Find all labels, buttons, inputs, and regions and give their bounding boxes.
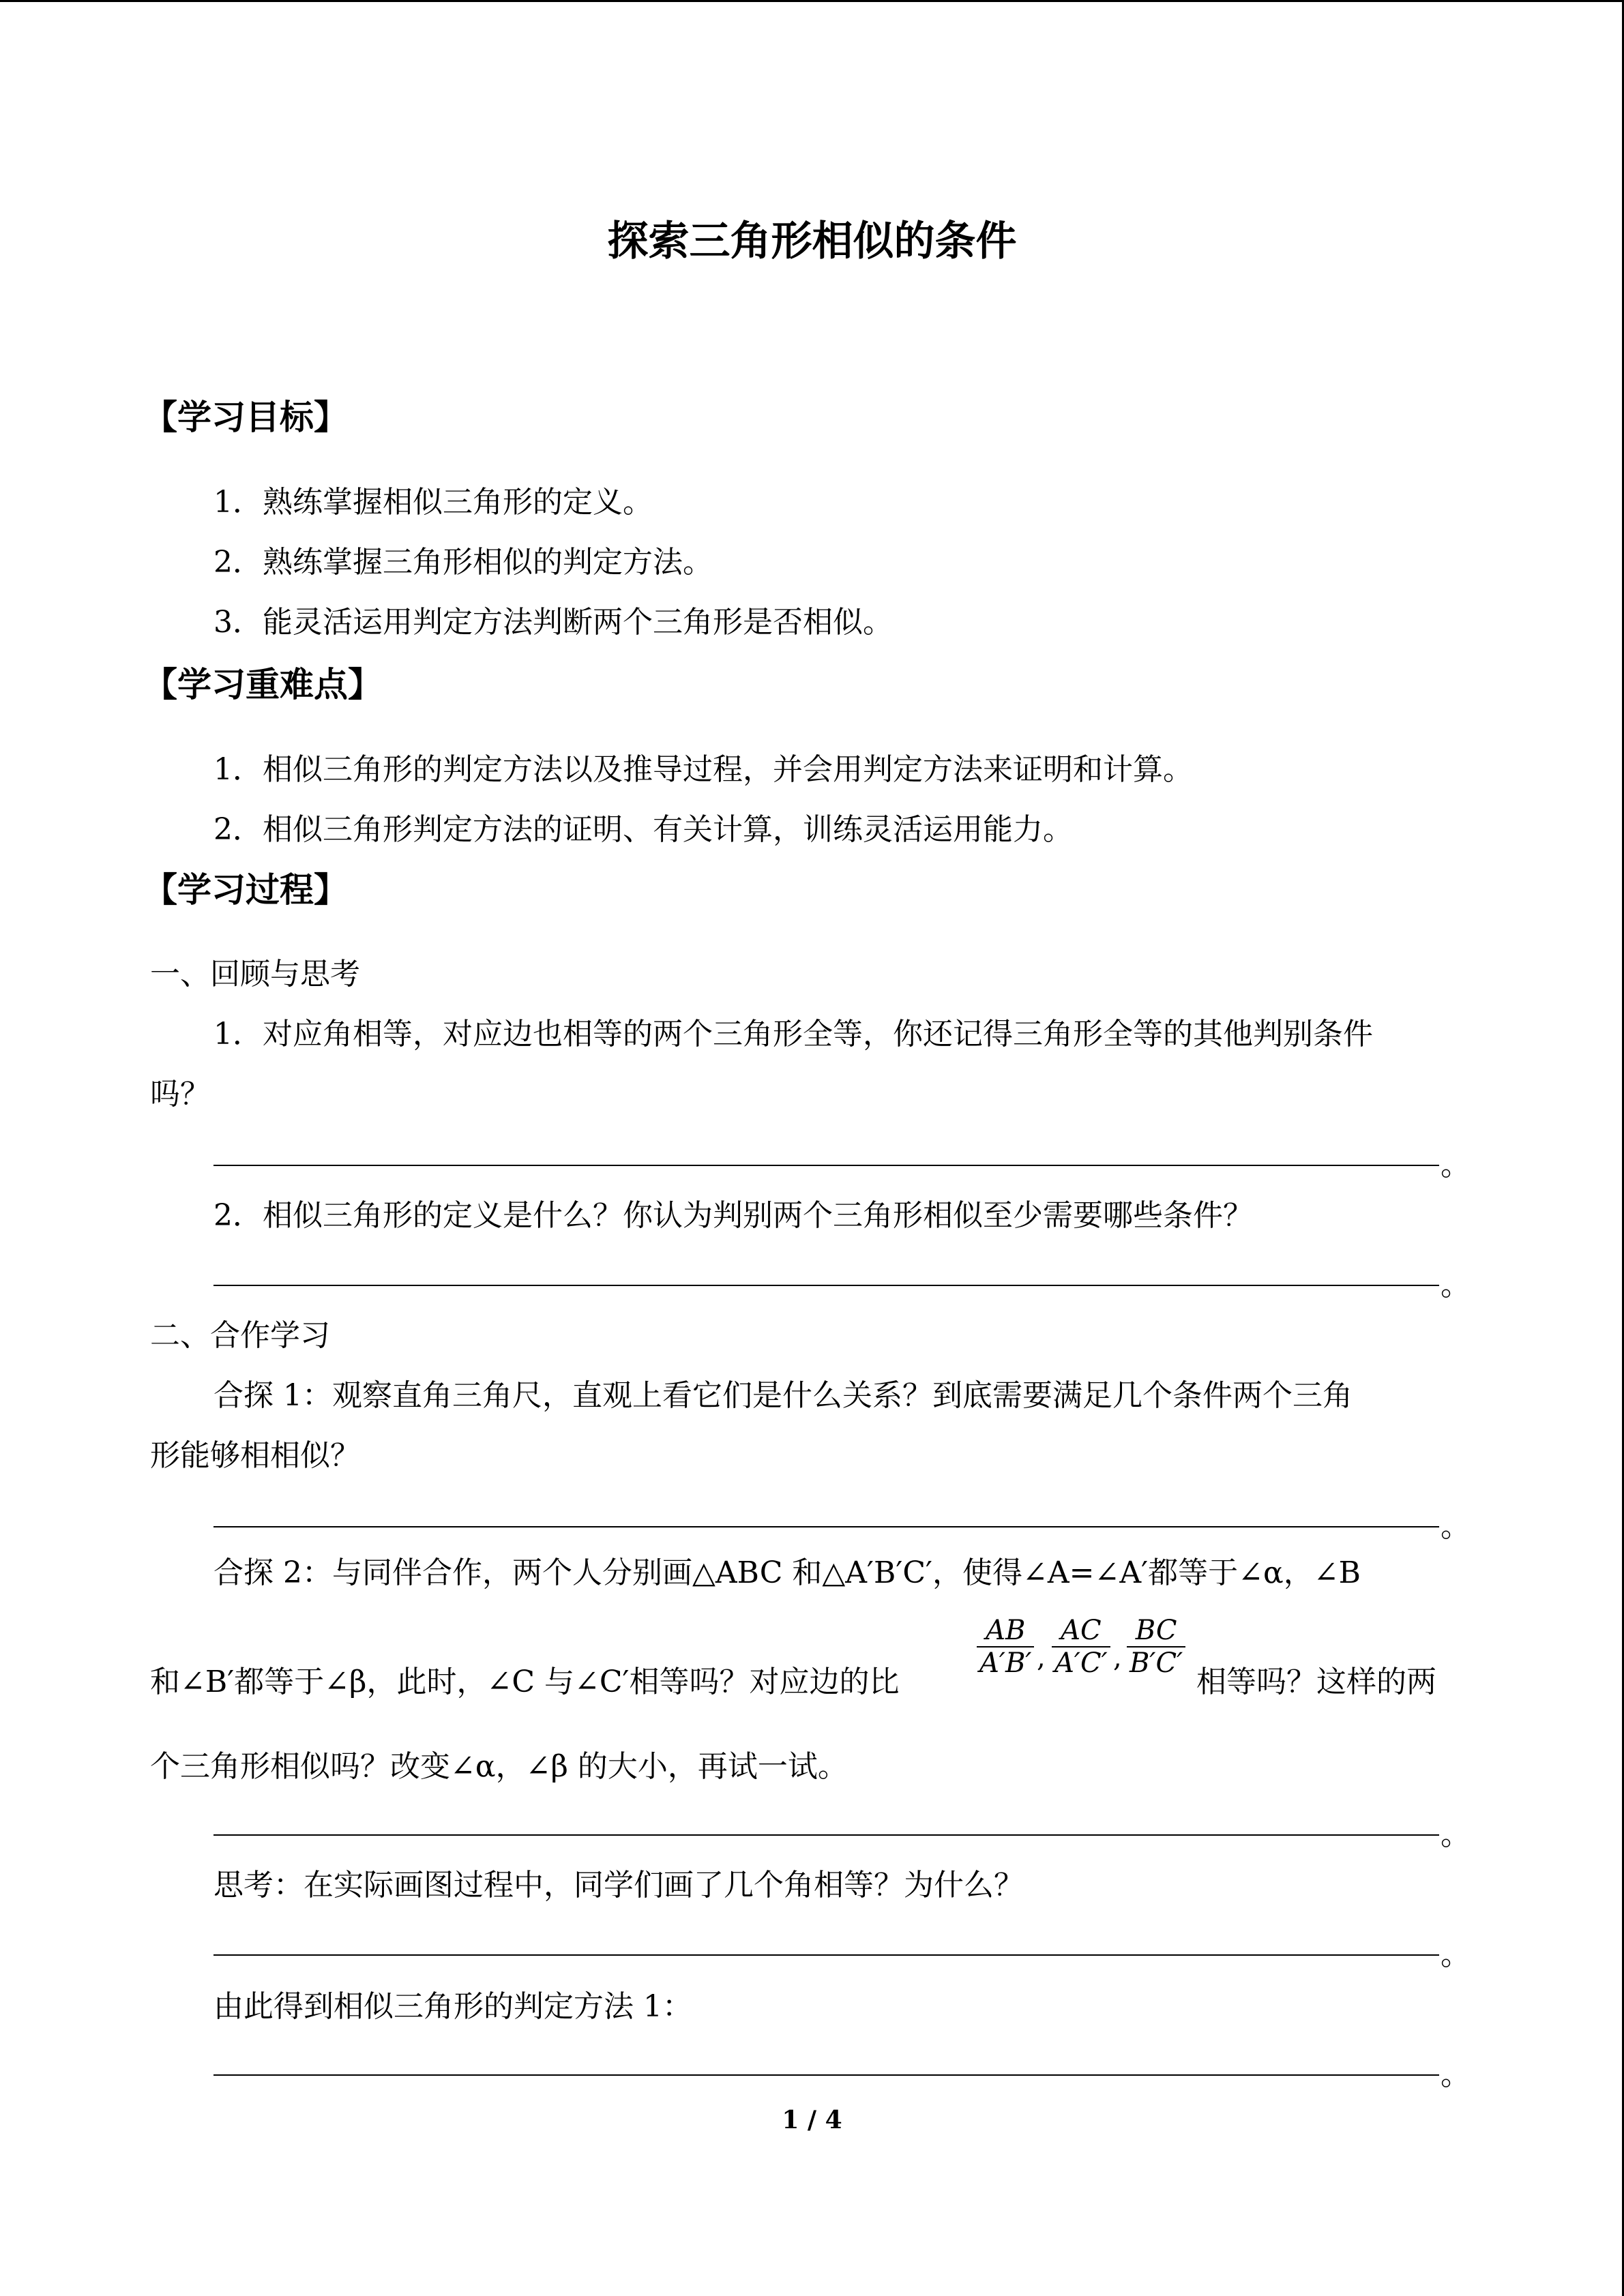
page-title: 探索三角形相似的条件: [607, 218, 1017, 265]
exploration-2-cont-c: 个三角形相似吗？改变∠α，∠β 的大小，再试一试。: [150, 1749, 848, 1784]
fraction-separator: ,: [1113, 1642, 1122, 1673]
answer-blank-2-end: 。: [1441, 1268, 1471, 1302]
answer-blank-3-end: 。: [1441, 1509, 1471, 1544]
exploration-2-cont-a: 和∠B′都等于∠β，此时，∠C 与∠C′相等吗？对应边的比: [150, 1665, 900, 1699]
ratio-ac-denominator: A′C′: [1054, 1648, 1108, 1679]
process-heading: 【学习过程】: [143, 870, 348, 910]
top-border-line: [0, 0, 1624, 2]
objective-item-2: 2．熟练掌握三角形相似的判定方法。: [213, 545, 713, 580]
exploration-2-cont-b: 相等吗？这样的两: [1196, 1665, 1436, 1699]
exploration-2: 合探 2：与同伴合作，两个人分别画△ABC 和△A′B′C′，使得∠A=∠A′都等于∠α，∠B: [213, 1555, 1361, 1590]
difficulty-item-2: 2．相似三角形判定方法的证明、有关计算，训练灵活运用能力。: [213, 812, 1073, 847]
review-question-1: 1．对应角相等，对应边也相等的两个三角形全等，你还记得三角形全等的其他判别条件: [213, 1017, 1373, 1052]
review-question-2: 2．相似三角形的定义是什么？你认为判别两个三角形相似至少需要哪些条件？: [213, 1198, 1253, 1233]
answer-blank-1-end: 。: [1441, 1148, 1471, 1182]
answer-blank-6[interactable]: [213, 2074, 1439, 2076]
difficulty-item-1: 1．相似三角形的判定方法以及推导过程，并会用判定方法来证明和计算。: [213, 752, 1193, 787]
objectives-heading: 【学习目标】: [143, 398, 348, 437]
answer-blank-4-end: 。: [1441, 1817, 1471, 1852]
ratio-fraction-ab: [977, 1615, 1034, 1679]
ratio-bc-numerator: BC: [1135, 1615, 1177, 1646]
fraction-separator: ,: [1037, 1642, 1046, 1673]
exploration-1: 合探 1：观察直角三角尺，直观上看它们是什么关系？到底需要满足几个条件两个三角: [213, 1378, 1353, 1413]
page-number: 1 / 4: [782, 2106, 842, 2134]
answer-blank-5[interactable]: [213, 1954, 1439, 1956]
ratio-ab-denominator: A′B′: [979, 1648, 1032, 1679]
think-question: 思考：在实际画图过程中，同学们画了几个角相等？为什么？: [213, 1868, 1024, 1903]
ratio-ac-numerator: AC: [1061, 1615, 1102, 1646]
objective-item-1: 1．熟练掌握相似三角形的定义。: [213, 485, 653, 520]
difficulties-heading: 【学习重难点】: [143, 665, 382, 704]
ratio-ab-numerator: AB: [986, 1615, 1026, 1646]
objective-item-3: 3．能灵活运用判定方法判断两个三角形是否相似。: [213, 605, 893, 640]
answer-blank-3[interactable]: [213, 1526, 1439, 1527]
ratio-bc-denominator: B′C′: [1130, 1648, 1183, 1679]
method-statement: 由此得到相似三角形的判定方法 1：: [213, 1989, 692, 2024]
exploration-1-cont: 形能够相相似？: [150, 1438, 360, 1473]
answer-blank-6-end: 。: [1441, 2057, 1471, 2092]
answer-blank-1[interactable]: [213, 1165, 1439, 1166]
review-heading: 一、回顾与思考: [150, 957, 360, 992]
answer-blank-4[interactable]: [213, 1834, 1439, 1836]
review-question-1-cont: 吗？: [150, 1077, 210, 1112]
answer-blank-2[interactable]: [213, 1285, 1439, 1286]
ratio-fraction-bc: [1127, 1615, 1185, 1679]
coop-heading: 二、合作学习: [150, 1318, 330, 1353]
answer-blank-5-end: 。: [1441, 1937, 1471, 1972]
ratio-fraction-ac: [1052, 1615, 1110, 1679]
